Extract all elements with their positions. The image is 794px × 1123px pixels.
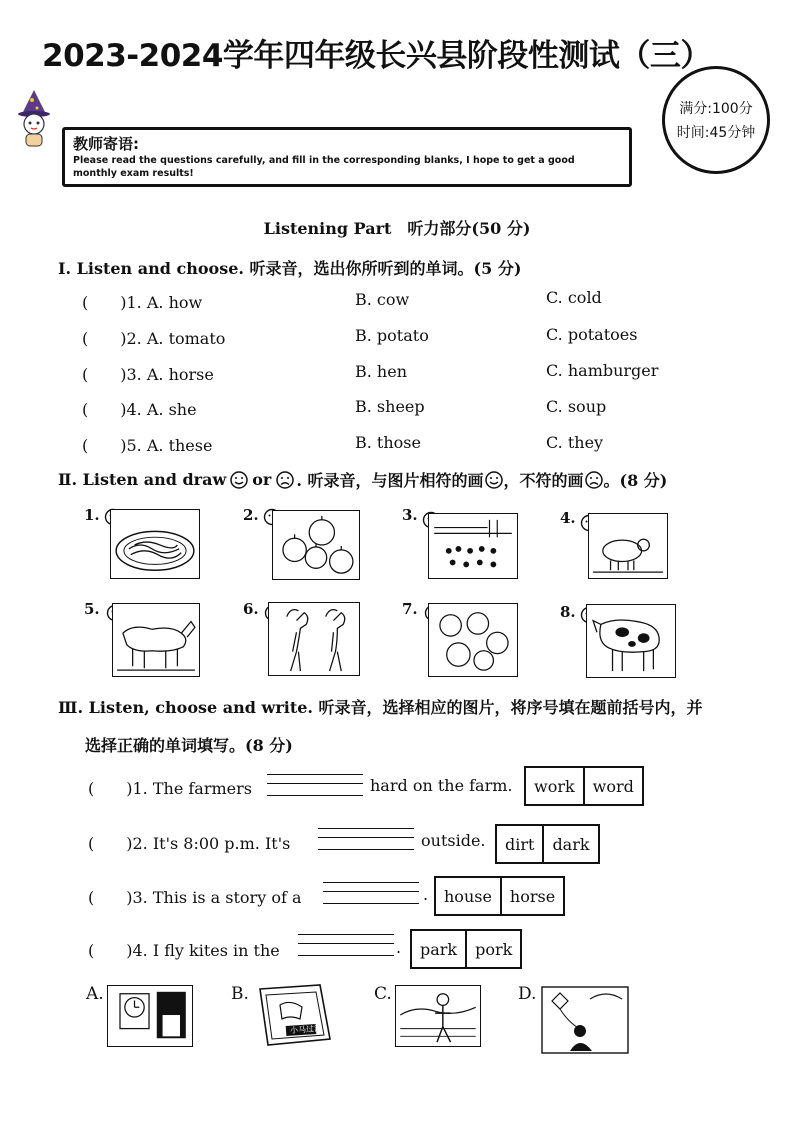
pic-number-5: 5. [84, 600, 100, 618]
answer-lines[interactable] [298, 934, 394, 956]
option-work[interactable]: work [534, 776, 575, 796]
part1-q4-b: B. sheep [355, 397, 425, 416]
part3-q2-text: ( )2. It's 8:00 p.m. It's [88, 834, 291, 853]
part1-q2-a: ( )2. A. tomato [82, 329, 226, 348]
book-title: 小马过河 [289, 1023, 323, 1036]
part1-q1-b: B. cow [355, 290, 410, 309]
tomatoes-icon [428, 603, 518, 677]
part3-heading-line2: 选择正确的单词填写。(8 分) [85, 736, 293, 755]
full-score: 满分:100分 [679, 101, 753, 117]
part3-q2-post: outside. [421, 831, 486, 850]
sheep-icon [588, 513, 668, 579]
clock-night-icon [107, 985, 193, 1047]
part1-q2-c: C. potatoes [546, 325, 638, 344]
noodles-icon [110, 509, 200, 579]
part1-q3-c: C. hamburger [546, 361, 659, 380]
part3-q1-post: hard on the farm. [370, 776, 513, 795]
page-title: 2023-2024学年四年级长兴县阶段性测试（三） [42, 38, 711, 74]
wizard-mascot-icon [10, 88, 58, 148]
teacher-note [62, 127, 632, 187]
part2-heading-a: Ⅱ. Listen and draw [58, 470, 227, 489]
part1-q5-c: C. they [546, 433, 604, 452]
pic-number-7: 7. [402, 600, 418, 618]
part2-heading-d: 。(8 分) [603, 471, 668, 490]
pic-label-d: D. [518, 984, 537, 1004]
pic-number-1: 1. [84, 506, 100, 524]
pic-label-b: B. [231, 984, 249, 1004]
farmer-icon [395, 985, 481, 1047]
option-word[interactable]: word [583, 768, 642, 804]
option-box [410, 929, 522, 969]
option-horse[interactable]: horse [500, 878, 563, 914]
option-box [524, 766, 644, 806]
time-limit: 时间:45分钟 [676, 125, 756, 141]
option-pork[interactable]: pork [465, 931, 520, 967]
kite-park-icon [540, 985, 630, 1055]
answer-lines[interactable] [318, 828, 414, 850]
part3-heading-line1: Ⅲ. Listen, choose and write. 听录音，选择相应的图片，将序号填在题前括号内，并 [58, 698, 703, 717]
part2-heading-b: . 听录音，与图片相符的画 [296, 471, 484, 490]
part3-q4-post: . [396, 938, 402, 957]
pic-number-3: 3. [402, 506, 418, 524]
answer-lines[interactable] [323, 882, 419, 904]
smiley-happy-icon [229, 470, 249, 490]
part1-q3-b: B. hen [355, 362, 408, 381]
option-park[interactable]: park [420, 939, 458, 959]
part3-q4-text: ( )4. I fly kites in the [88, 941, 280, 960]
smiley-sad-icon [275, 470, 295, 490]
answer-lines[interactable] [267, 774, 363, 796]
smiley-happy-icon [484, 470, 504, 490]
part1-q2-b: B. potato [355, 326, 429, 345]
part1-q1-a: ( )1. A. how [82, 293, 203, 312]
option-house[interactable]: house [444, 886, 492, 906]
note-body: Please read the questions carefully, and fill in the corresponding blanks, I hope to get a good monthly exam results! [73, 155, 575, 179]
goats-icon [268, 602, 360, 676]
part1-q3-a: ( )3. A. horse [82, 365, 214, 384]
part1-q4-a: ( )4. A. she [82, 400, 197, 419]
option-box [495, 824, 600, 864]
option-box [434, 876, 565, 916]
option-dark[interactable]: dark [542, 826, 597, 862]
option-dirt[interactable]: dirt [505, 834, 535, 854]
horse-icon [112, 603, 200, 677]
part2-heading-c: ，不符的画 [503, 471, 584, 490]
onions-icon [272, 510, 360, 580]
part3-q3-post: . [423, 885, 429, 904]
part1-q1-c: C. cold [546, 288, 602, 307]
pic-number-4: 4. [560, 509, 576, 527]
score-circle [662, 66, 770, 174]
storybook-icon [250, 983, 334, 1049]
part1-q5-a: ( )5. A. these [82, 436, 213, 455]
part2-heading-or: or [252, 470, 272, 489]
part1-q5-b: B. those [355, 433, 421, 452]
smiley-sad-icon [584, 470, 604, 490]
part2-heading [58, 468, 667, 491]
farm-garden-icon [428, 513, 518, 579]
part1-heading: Ⅰ. Listen and choose. 听录音，选出你所听到的单词。(5 分) [58, 259, 522, 278]
part3-q1-text: ( )1. The farmers [88, 779, 252, 798]
part1-q4-c: C. soup [546, 397, 607, 416]
pic-label-c: C. [374, 984, 392, 1004]
pic-number-6: 6. [243, 600, 259, 618]
note-title: 教师寄语: [73, 135, 139, 153]
listening-part-title: Listening Part 听力部分(50 分) [263, 219, 531, 238]
pic-label-a: A. [86, 984, 104, 1004]
pic-number-2: 2. [243, 506, 259, 524]
cow-icon [586, 604, 676, 678]
pic-number-8: 8. [560, 603, 576, 621]
part3-q3-text: ( )3. This is a story of a [88, 888, 302, 907]
